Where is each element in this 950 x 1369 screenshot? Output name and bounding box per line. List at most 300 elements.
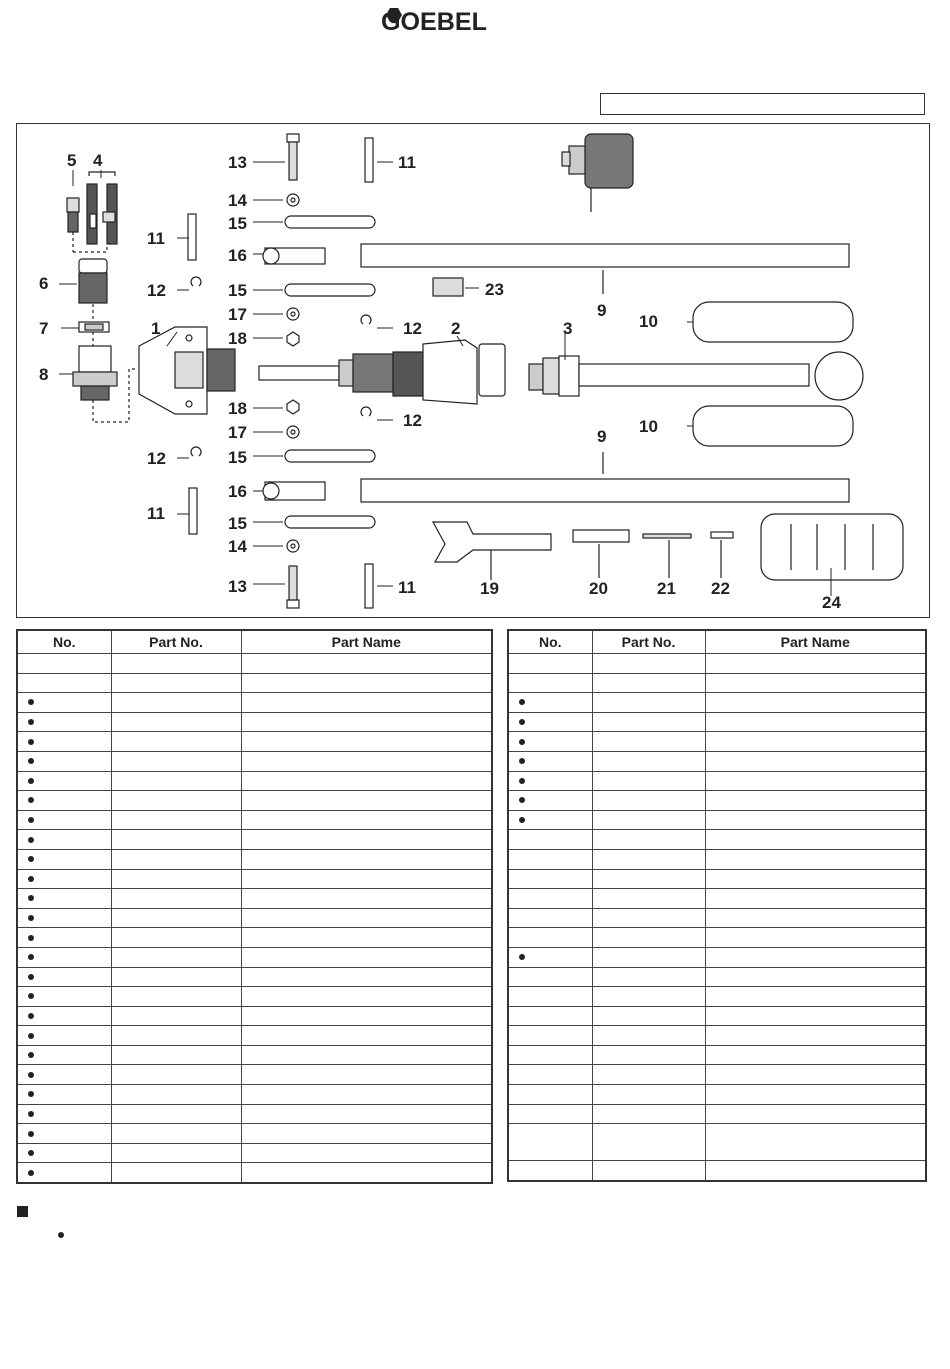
cell-part-name xyxy=(705,1104,926,1124)
cell-part-name xyxy=(241,1104,492,1124)
cell-part-name xyxy=(705,751,926,771)
cell-part-no xyxy=(111,908,241,928)
row-bullet xyxy=(28,758,34,764)
part-11-pin-d xyxy=(365,564,373,608)
cell-no xyxy=(17,1045,111,1065)
cell-no xyxy=(17,654,111,674)
cell-part-no xyxy=(592,849,705,869)
table-row xyxy=(508,771,926,791)
row-bullet xyxy=(28,837,34,843)
cell-part-name xyxy=(705,1161,926,1181)
table-row xyxy=(17,1104,492,1124)
cell-part-no xyxy=(592,751,705,771)
callout-3: 3 xyxy=(563,319,573,338)
row-bullet xyxy=(28,895,34,901)
cell-part-no xyxy=(592,1104,705,1124)
cell-part-no xyxy=(111,712,241,732)
cell-part-no xyxy=(111,1045,241,1065)
part-1-head xyxy=(139,327,235,414)
cell-no xyxy=(17,967,111,987)
callout-12b: 12 xyxy=(147,449,166,468)
cell-part-no xyxy=(592,987,705,1007)
cell-part-no xyxy=(592,1124,705,1161)
cell-no xyxy=(508,1161,592,1181)
cell-part-no xyxy=(592,1161,705,1181)
cell-no xyxy=(17,1026,111,1046)
callout-22: 22 xyxy=(711,579,730,598)
callout-12d: 12 xyxy=(403,411,422,430)
table-row xyxy=(508,1124,926,1161)
cell-part-name xyxy=(241,712,492,732)
table-row xyxy=(17,889,492,909)
cell-part-name xyxy=(705,1006,926,1026)
cell-part-no xyxy=(592,712,705,732)
row-bullet xyxy=(519,954,525,960)
cell-no xyxy=(17,869,111,889)
table-row xyxy=(17,712,492,732)
row-bullet xyxy=(28,993,34,999)
cell-no xyxy=(508,1006,592,1026)
table-row xyxy=(508,1045,926,1065)
table-row xyxy=(17,791,492,811)
cell-part-name xyxy=(241,849,492,869)
callout-24: 24 xyxy=(822,593,841,612)
part-11-pin-b xyxy=(189,488,197,534)
cell-part-no xyxy=(592,908,705,928)
cell-part-no xyxy=(111,673,241,693)
callout-4: 4 xyxy=(93,151,103,170)
cell-no xyxy=(17,830,111,850)
callout-10b: 10 xyxy=(639,417,658,436)
callout-14b: 14 xyxy=(228,537,247,556)
callout-13b: 13 xyxy=(228,577,247,596)
part-5-fitting xyxy=(67,198,79,252)
cell-part-name xyxy=(705,732,926,752)
row-bullet xyxy=(28,856,34,862)
table-row xyxy=(508,830,926,850)
table-row xyxy=(17,830,492,850)
table-row xyxy=(508,1006,926,1026)
cell-no xyxy=(508,1085,592,1105)
cell-part-no xyxy=(111,1124,241,1144)
cell-part-no xyxy=(592,693,705,713)
table-row xyxy=(17,654,492,674)
exploded-diagram xyxy=(16,123,930,618)
cell-part-name xyxy=(705,1085,926,1105)
callout-7: 7 xyxy=(39,319,49,338)
cell-no xyxy=(508,810,592,830)
cell-no xyxy=(17,771,111,791)
col-header-part-no: Part No. xyxy=(111,630,241,654)
cell-part-name xyxy=(705,849,926,869)
table-row xyxy=(508,751,926,771)
table-row xyxy=(17,751,492,771)
cell-no xyxy=(508,849,592,869)
cell-part-no xyxy=(592,732,705,752)
cell-part-name xyxy=(241,889,492,909)
cell-no xyxy=(17,928,111,948)
cell-no xyxy=(508,947,592,967)
row-bullet xyxy=(28,1072,34,1078)
cell-part-no xyxy=(111,693,241,713)
row-bullet xyxy=(28,797,34,803)
cell-part-name xyxy=(241,654,492,674)
part-8-coupling xyxy=(73,346,117,400)
cell-part-name xyxy=(705,947,926,967)
table-row xyxy=(508,869,926,889)
cell-part-name xyxy=(705,869,926,889)
callout-5: 5 xyxy=(67,151,77,170)
callout-12c: 12 xyxy=(403,319,422,338)
table-row xyxy=(17,1163,492,1183)
cell-part-no xyxy=(111,654,241,674)
callout-11c: 11 xyxy=(398,153,416,172)
part-11-pin-c xyxy=(365,138,373,182)
table-row xyxy=(17,967,492,987)
cell-part-name xyxy=(705,987,926,1007)
table-row xyxy=(508,810,926,830)
cell-part-name xyxy=(705,712,926,732)
callout-9a: 9 xyxy=(597,301,607,320)
callout-6: 6 xyxy=(39,274,49,293)
cell-part-no xyxy=(592,1045,705,1065)
cell-no xyxy=(17,1163,111,1183)
cell-part-no xyxy=(111,1143,241,1163)
table-row xyxy=(508,967,926,987)
cell-part-no xyxy=(592,810,705,830)
row-bullet xyxy=(28,1091,34,1097)
row-bullet xyxy=(28,954,34,960)
table-row xyxy=(508,732,926,752)
table-row xyxy=(17,1026,492,1046)
cell-part-name xyxy=(705,654,926,674)
cell-no xyxy=(17,987,111,1007)
part-3-tube xyxy=(529,352,863,400)
cell-part-no xyxy=(592,869,705,889)
cell-no xyxy=(508,830,592,850)
cell-part-no xyxy=(592,1026,705,1046)
callout-13a: 13 xyxy=(228,153,247,172)
table-row xyxy=(508,654,926,674)
cell-no xyxy=(508,1124,592,1161)
cell-no xyxy=(17,712,111,732)
callout-19: 19 xyxy=(480,579,499,598)
cell-part-name xyxy=(241,1006,492,1026)
row-bullet xyxy=(28,1111,34,1117)
table-row xyxy=(508,1065,926,1085)
cell-no xyxy=(508,693,592,713)
part-11-pin-a xyxy=(188,214,196,260)
cell-no xyxy=(508,654,592,674)
cell-part-name xyxy=(705,1124,926,1161)
cell-part-no xyxy=(592,771,705,791)
table-row xyxy=(508,849,926,869)
cell-part-no xyxy=(592,967,705,987)
part-4-fittings xyxy=(87,172,117,244)
callout-16a: 16 xyxy=(228,246,247,265)
row-bullet xyxy=(28,1052,34,1058)
callout-15a: 15 xyxy=(228,214,247,233)
cell-no xyxy=(17,908,111,928)
cell-no xyxy=(508,928,592,948)
parts-table-right xyxy=(507,629,927,1182)
cell-part-name xyxy=(241,1124,492,1144)
part-7-nut xyxy=(79,322,109,332)
cell-part-no xyxy=(111,1104,241,1124)
table-row xyxy=(508,712,926,732)
table-row xyxy=(508,908,926,928)
table-row xyxy=(17,869,492,889)
table-row xyxy=(508,1026,926,1046)
cell-part-name xyxy=(241,693,492,713)
cell-no xyxy=(508,791,592,811)
cell-no xyxy=(17,810,111,830)
callout-10a: 10 xyxy=(639,312,658,331)
cell-no xyxy=(17,791,111,811)
table-row xyxy=(508,673,926,693)
cell-part-name xyxy=(705,1065,926,1085)
cell-part-name xyxy=(705,1045,926,1065)
cell-part-no xyxy=(592,1065,705,1085)
table-row xyxy=(17,1124,492,1144)
cell-part-no xyxy=(111,1026,241,1046)
table-row xyxy=(508,987,926,1007)
row-bullet xyxy=(28,876,34,882)
table-row xyxy=(17,987,492,1007)
table-row xyxy=(17,908,492,928)
table-row xyxy=(17,771,492,791)
table-row xyxy=(508,693,926,713)
row-bullet xyxy=(28,974,34,980)
note-dot-bullet xyxy=(58,1232,64,1238)
cell-part-name xyxy=(241,673,492,693)
table-row xyxy=(17,1085,492,1105)
cell-part-no xyxy=(592,947,705,967)
cell-no xyxy=(508,1104,592,1124)
cell-part-name xyxy=(241,1163,492,1183)
cell-part-name xyxy=(241,1085,492,1105)
row-bullet xyxy=(28,935,34,941)
col-header-part-no: Part No. xyxy=(592,630,705,654)
row-bullet xyxy=(28,1170,34,1176)
row-bullet xyxy=(28,719,34,725)
callout-2: 2 xyxy=(451,319,461,338)
cell-part-no xyxy=(592,791,705,811)
cell-no xyxy=(508,751,592,771)
cell-part-no xyxy=(111,1085,241,1105)
table-row xyxy=(17,732,492,752)
cell-no xyxy=(508,908,592,928)
part-13-bolt-top xyxy=(287,134,299,180)
row-bullet xyxy=(28,915,34,921)
cell-part-no xyxy=(592,889,705,909)
callout-23: 23 xyxy=(485,280,504,299)
cell-part-name xyxy=(241,1065,492,1085)
cell-no xyxy=(17,732,111,752)
cell-part-name xyxy=(241,967,492,987)
row-bullet xyxy=(519,699,525,705)
cell-no xyxy=(17,1124,111,1144)
cell-part-no xyxy=(111,791,241,811)
callout-17b: 17 xyxy=(228,423,247,442)
callout-11d: 11 xyxy=(398,578,416,597)
cell-part-no xyxy=(111,1065,241,1085)
callout-17a: 17 xyxy=(228,305,247,324)
cell-no xyxy=(508,771,592,791)
table-row xyxy=(17,947,492,967)
callout-15c: 15 xyxy=(228,448,247,467)
cell-part-name xyxy=(241,987,492,1007)
cell-part-no xyxy=(111,830,241,850)
table-row xyxy=(17,1143,492,1163)
cell-no xyxy=(17,1085,111,1105)
cell-part-name xyxy=(705,928,926,948)
table-row xyxy=(508,791,926,811)
cell-part-name xyxy=(241,830,492,850)
table-row xyxy=(508,1104,926,1124)
cell-part-no xyxy=(111,967,241,987)
cell-part-no xyxy=(111,869,241,889)
cell-part-name xyxy=(241,1026,492,1046)
cell-no xyxy=(508,967,592,987)
row-bullet xyxy=(519,778,525,784)
cell-part-name xyxy=(241,1045,492,1065)
cell-no xyxy=(508,1026,592,1046)
row-bullet xyxy=(519,719,525,725)
cell-part-name xyxy=(705,967,926,987)
cell-part-name xyxy=(241,791,492,811)
row-bullet xyxy=(28,739,34,745)
cell-no xyxy=(508,732,592,752)
cell-no xyxy=(17,947,111,967)
part-13-bolt-bottom xyxy=(287,566,299,608)
row-bullet xyxy=(28,1033,34,1039)
col-header-no: No. xyxy=(17,630,111,654)
cell-no xyxy=(508,889,592,909)
table-row xyxy=(508,947,926,967)
col-header-part-name: Part Name xyxy=(241,630,492,654)
cell-part-name xyxy=(705,771,926,791)
table-row xyxy=(508,1085,926,1105)
cell-part-name xyxy=(241,810,492,830)
callout-9b: 9 xyxy=(597,427,607,446)
cell-no xyxy=(17,1104,111,1124)
cell-part-name xyxy=(705,693,926,713)
cell-part-no xyxy=(111,1163,241,1183)
cell-part-no xyxy=(592,1085,705,1105)
part-6-nipple xyxy=(79,259,107,303)
callout-11a: 11 xyxy=(147,229,165,248)
cell-part-name xyxy=(241,1143,492,1163)
cell-no xyxy=(508,869,592,889)
cell-part-name xyxy=(705,791,926,811)
table-row xyxy=(17,1045,492,1065)
row-bullet xyxy=(519,817,525,823)
table-row xyxy=(17,810,492,830)
cell-part-no xyxy=(111,889,241,909)
cell-part-no xyxy=(111,947,241,967)
cell-no xyxy=(17,693,111,713)
table-row xyxy=(17,673,492,693)
cell-part-no xyxy=(592,654,705,674)
cell-part-no xyxy=(111,732,241,752)
cell-part-name xyxy=(705,1026,926,1046)
callout-14a: 14 xyxy=(228,191,247,210)
cell-no xyxy=(17,849,111,869)
cell-part-no xyxy=(111,751,241,771)
table-row xyxy=(508,889,926,909)
callout-18b: 18 xyxy=(228,399,247,418)
cell-part-name xyxy=(241,869,492,889)
cell-part-name xyxy=(241,928,492,948)
cell-no xyxy=(508,987,592,1007)
cell-part-name xyxy=(705,830,926,850)
row-bullet xyxy=(28,778,34,784)
cell-part-no xyxy=(111,810,241,830)
cell-part-name xyxy=(241,947,492,967)
callout-20: 20 xyxy=(589,579,608,598)
cell-part-name xyxy=(241,732,492,752)
cell-no xyxy=(17,673,111,693)
row-bullet xyxy=(28,1131,34,1137)
callout-16b: 16 xyxy=(228,482,247,501)
row-bullet xyxy=(28,1013,34,1019)
cell-part-no xyxy=(592,1006,705,1026)
cell-no xyxy=(508,712,592,732)
cell-part-no xyxy=(592,928,705,948)
cell-no xyxy=(508,673,592,693)
cell-no xyxy=(17,889,111,909)
callout-21: 21 xyxy=(657,579,676,598)
cell-no xyxy=(508,1045,592,1065)
table-row xyxy=(17,1065,492,1085)
cell-no xyxy=(17,1065,111,1085)
cell-part-no xyxy=(111,987,241,1007)
table-row xyxy=(508,1161,926,1181)
cell-part-name xyxy=(241,751,492,771)
cell-part-no xyxy=(111,928,241,948)
callout-18a: 18 xyxy=(228,329,247,348)
callout-11b: 11 xyxy=(147,504,165,523)
cell-part-name xyxy=(241,771,492,791)
table-row xyxy=(508,928,926,948)
col-header-part-name: Part Name xyxy=(705,630,926,654)
table-row xyxy=(17,849,492,869)
callout-8: 8 xyxy=(39,365,49,384)
cell-no xyxy=(508,1065,592,1085)
brand-text: GOEBEL xyxy=(381,8,487,34)
row-bullet xyxy=(28,817,34,823)
cell-part-no xyxy=(111,1006,241,1026)
col-header-no: No. xyxy=(508,630,592,654)
cell-part-no xyxy=(111,771,241,791)
header-info-box xyxy=(600,93,925,115)
row-bullet xyxy=(519,797,525,803)
row-bullet xyxy=(28,699,34,705)
row-bullet xyxy=(519,758,525,764)
parts-table-left xyxy=(16,629,493,1184)
cell-no xyxy=(17,1006,111,1026)
cell-part-name xyxy=(705,673,926,693)
callout-12a: 12 xyxy=(147,281,166,300)
cell-part-name xyxy=(241,908,492,928)
table-row xyxy=(17,693,492,713)
cell-part-no xyxy=(592,673,705,693)
top-adapter-cap xyxy=(562,134,633,212)
callout-1: 1 xyxy=(151,319,161,338)
cell-part-name xyxy=(705,810,926,830)
table-row xyxy=(17,928,492,948)
